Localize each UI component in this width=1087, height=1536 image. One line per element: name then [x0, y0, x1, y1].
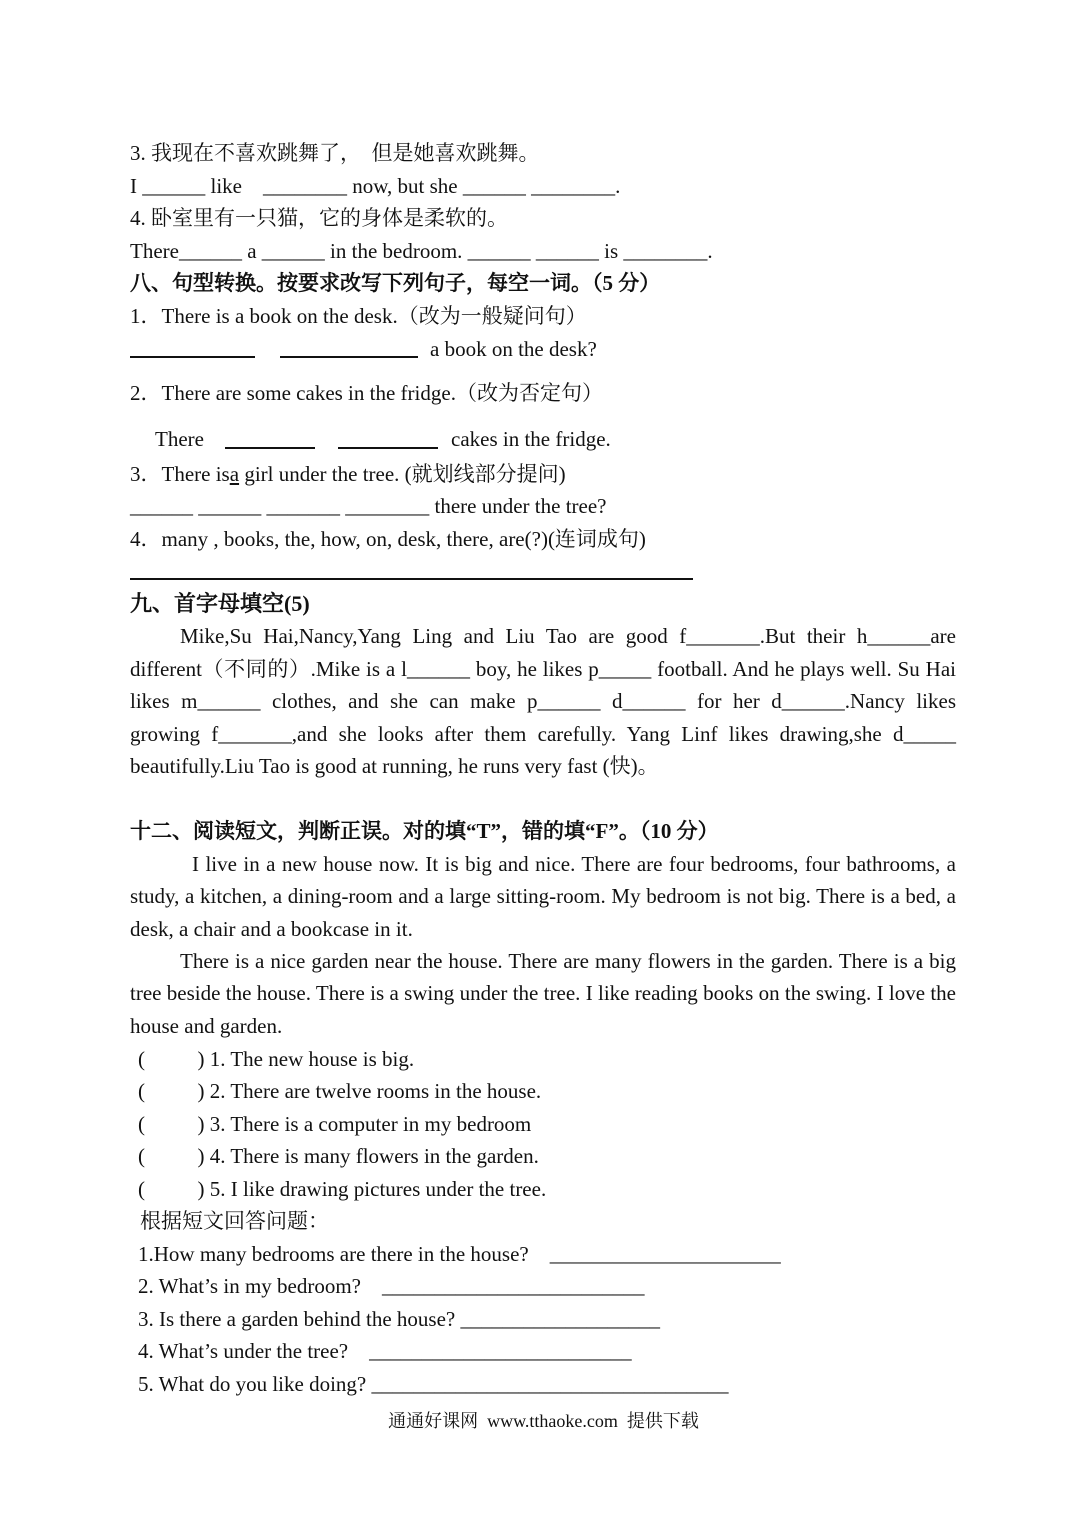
- section8-heading: 八、句型转换。按要求改写下列句子，每空一词。（5 分）: [130, 271, 661, 295]
- qa-item-2: 2. What’s in my bedroom? _________________________: [138, 1274, 645, 1298]
- tf-item-3: ( ) 3. There is a computer in my bedroom: [138, 1112, 532, 1136]
- tf-item-2: ( ) 2. There are twelve rooms in the house.: [138, 1079, 542, 1103]
- qa-item-3: 3. Is there a garden behind the house? ___________________: [138, 1307, 660, 1331]
- section8-q2-tail: cakes in the fridge.: [451, 427, 611, 451]
- section8-q1: 1．There is a book on the desk.（改为一般疑问句）: [130, 304, 587, 328]
- item4-english-blanks: There______ a ______ in the bedroom. ______ ______ is ________.: [130, 239, 713, 263]
- reading-paragraph-2: There is a nice garden near the house. There are many flowers in the garden. There is a big tree beside the house. There is a swing under the tree. I like reading books on the swing. I love the house and garden.: [130, 949, 956, 1038]
- section8-q2: 2．There are some cakes in the fridge.（改为否定句）: [130, 381, 603, 405]
- item3-english-blanks: I ______ like ________ now, but she ______ ________.: [130, 174, 621, 198]
- qa-item-5: 5. What do you like doing? __________________________________: [138, 1372, 729, 1396]
- page-footer: 通通好课网 www.tthaoke.com 提供下载: [388, 1411, 699, 1431]
- q2-blank-2[interactable]: [338, 447, 438, 449]
- q2-blank-1[interactable]: [225, 447, 315, 449]
- section8-q1-tail: a book on the desk?: [430, 337, 597, 361]
- q4-answer-line[interactable]: [130, 578, 693, 580]
- section8-q3: [130, 458, 960, 490]
- q3-suffix: girl under the tree. (就划线部分提问): [239, 462, 566, 486]
- qa-item-1: 1.How many bedrooms are there in the house? ______________________: [138, 1242, 781, 1266]
- tf-item-1: ( ) 1. The new house is big.: [138, 1047, 415, 1071]
- q3-prefix: 3．There is: [130, 462, 230, 486]
- q1-blank-2[interactable]: [280, 356, 418, 358]
- section8-q2-start: There: [155, 427, 204, 451]
- qa-item-4: 4. What’s under the tree? _________________________: [138, 1339, 632, 1363]
- item3-chinese: 3. 我现在不喜欢跳舞了， 但是她喜欢跳舞。: [130, 141, 540, 165]
- section8-q3-answer: ______ ______ _______ ________ there under the tree?: [130, 494, 607, 518]
- section9-heading: 九、首字母填空(5): [130, 591, 310, 616]
- tf-item-5: ( ) 5. I like drawing pictures under the tree.: [138, 1177, 547, 1201]
- tf-item-4: ( ) 4. There is many flowers in the garden.: [138, 1144, 539, 1168]
- section9-paragraph: Mike,Su Hai,Nancy,Yang Ling and Liu Tao are good f_______.But their h______are different（不同的）.Mike is a l______ boy, he likes p_____ football. And he plays well. Su Hai likes m______ clothes, and she can make p______ d______ for her d______.Nancy likes growing f_______,and she looks after them carefully. Yang Linf likes drawing,she d_____ beautifully.Liu Tao is good at running, he runs very fast (快)。: [130, 624, 956, 779]
- reading-paragraph-1: I live in a new house now. It is big and nice. There are four bedrooms, four bathrooms, a study, a kitchen, a dining-room and a large sitting-room. My bedroom is not big. There is a bed, a desk, a chair and a bookcase in it.: [130, 852, 956, 941]
- q3-underlined-word: a: [229, 462, 240, 486]
- q1-blank-1[interactable]: [130, 356, 255, 358]
- section8-q4: 4．many , books, the, how, on, desk, there, are(?)(连词成句): [130, 527, 646, 551]
- section12-heading: 十二、阅读短文，判断正误。对的填“T”，错的填“F”。（10 分）: [130, 819, 719, 843]
- item4-chinese: 4. 卧室里有一只猫，它的身体是柔软的。: [130, 206, 508, 230]
- qa-heading: 根据短文回答问题：: [140, 1209, 329, 1233]
